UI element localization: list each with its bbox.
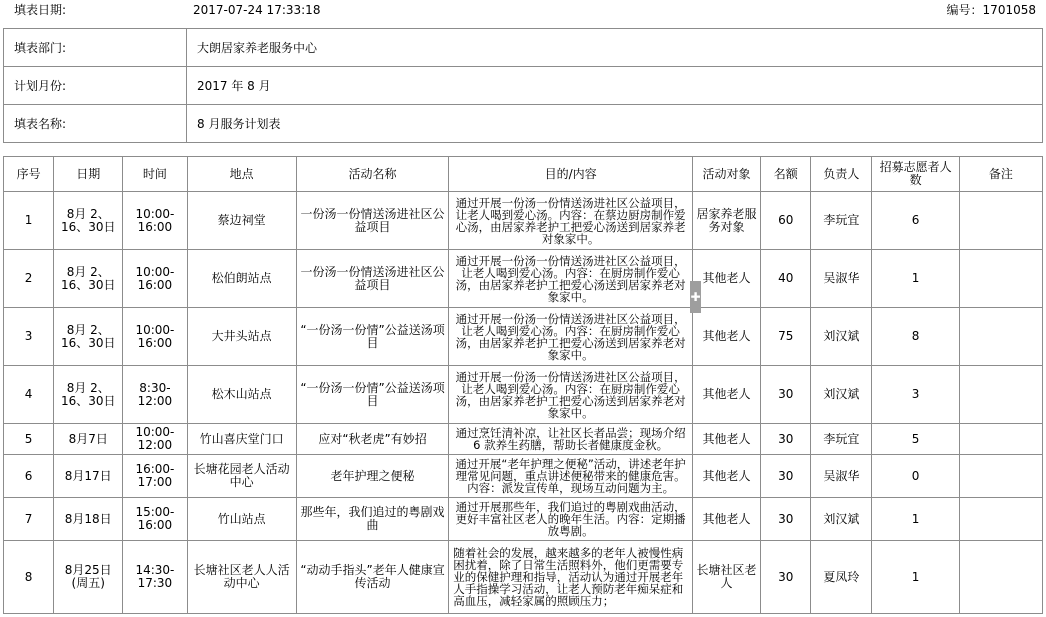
info-label: 填表部门: bbox=[4, 29, 187, 67]
cell-note bbox=[959, 541, 1042, 614]
table-row bbox=[4, 424, 1043, 455]
cell-date: 8月 2、16、30日 bbox=[54, 192, 123, 250]
info-row-title bbox=[4, 105, 1043, 143]
cell-activity: 应对“秋老虎”有妙招 bbox=[296, 424, 448, 455]
cell-purpose: 通过开展“老年护理之便秘”活动，讲述老年护理常见问题，重点讲述便秘带来的健康危害。内容：派发宣传单，现场互动问题为主。 bbox=[449, 455, 693, 498]
cell-quota: 30 bbox=[761, 366, 811, 424]
cell-activity: “一份汤一份情”公益送汤项目 bbox=[296, 366, 448, 424]
cell-time: 10:00-16:00 bbox=[123, 250, 187, 308]
cell-place: 松伯朗站点 bbox=[187, 250, 296, 308]
table-row bbox=[4, 541, 1043, 614]
cell-time: 10:00-12:00 bbox=[123, 424, 187, 455]
col-purpose-header: 目的/内容 bbox=[449, 157, 693, 192]
cell-quota: 40 bbox=[761, 250, 811, 308]
cell-place: 松木山站点 bbox=[187, 366, 296, 424]
cell-purpose: 通过开展那些年，我们追过的粤剧戏曲活动，更好丰富社区老人的晚年生活。内容：定期播放粤剧。 bbox=[449, 498, 693, 541]
cell-activity: 那些年，我们追过的粤剧戏曲 bbox=[296, 498, 448, 541]
cell-volunteers: 1 bbox=[872, 498, 959, 541]
cell-quota: 30 bbox=[761, 498, 811, 541]
col-leader-header: 负责人 bbox=[811, 157, 872, 192]
cell-activity: “动动手指头”老年人健康宣传活动 bbox=[296, 541, 448, 614]
cell-activity: 一份汤一份情送汤进社区公益项目 bbox=[296, 192, 448, 250]
cell-date: 8月18日 bbox=[54, 498, 123, 541]
cell-quota: 30 bbox=[761, 455, 811, 498]
cell-purpose: 通过开展一份汤一份情送汤进社区公益项目，让老人喝到爱心汤。内容：在厨房制作爱心汤，由居家养老护工把爱心汤送到居家养老对象家中。 bbox=[449, 366, 693, 424]
cell-target: 其他老人 bbox=[692, 308, 760, 366]
cell-target: 长塘社区老人 bbox=[692, 541, 760, 614]
cell-leader: 吴淑华 bbox=[811, 250, 872, 308]
info-row-department bbox=[4, 29, 1043, 67]
cell-volunteers: 1 bbox=[872, 541, 959, 614]
info-value: 大朗居家养老服务中心 bbox=[187, 29, 1043, 67]
cell-target: 其他老人 bbox=[692, 250, 760, 308]
table-row bbox=[4, 366, 1043, 424]
fill-date-value: 2017-07-24 17:33:18 bbox=[193, 3, 321, 17]
cell-volunteers: 6 bbox=[872, 192, 959, 250]
cell-activity: “一份汤一份情”公益送汤项目 bbox=[296, 308, 448, 366]
cell-quota: 60 bbox=[761, 192, 811, 250]
form-number: 编号：1701058 bbox=[946, 3, 1036, 17]
cell-target: 其他老人 bbox=[692, 424, 760, 455]
cell-time: 10:00-16:00 bbox=[123, 192, 187, 250]
cell-date: 8月 2、16、30日 bbox=[54, 308, 123, 366]
cell-no: 3 bbox=[4, 308, 54, 366]
cell-no: 2 bbox=[4, 250, 54, 308]
cell-no: 7 bbox=[4, 498, 54, 541]
cell-leader: 夏凤玲 bbox=[811, 541, 872, 614]
col-quota-header: 名额 bbox=[761, 157, 811, 192]
cell-quota: 30 bbox=[761, 541, 811, 614]
cell-no: 1 bbox=[4, 192, 54, 250]
cell-time: 16:00-17:00 bbox=[123, 455, 187, 498]
cell-date: 8月 2、16、30日 bbox=[54, 366, 123, 424]
cell-note bbox=[959, 250, 1042, 308]
table-row bbox=[4, 192, 1043, 250]
cell-time: 8:30-12:00 bbox=[123, 366, 187, 424]
cell-time: 14:30-17:30 bbox=[123, 541, 187, 614]
col-activity-header: 活动名称 bbox=[296, 157, 448, 192]
cell-purpose: 随着社会的发展，越来越多的老年人被慢性病困扰着，除了日常生活照料外，他们更需要专业的保健护理和指导，活动认为通过开展老年人手指操学习活动，让老人预防老年痴呆症和高血压，减轻家属的照顾压力； bbox=[449, 541, 693, 614]
cell-place: 蔡边祠堂 bbox=[187, 192, 296, 250]
cell-note bbox=[959, 192, 1042, 250]
col-no-header: 序号 bbox=[4, 157, 54, 192]
cell-note bbox=[959, 308, 1042, 366]
info-label: 填表名称: bbox=[4, 105, 187, 143]
col-volunteers-header: 招募志愿者人数 bbox=[872, 157, 959, 192]
cell-no: 5 bbox=[4, 424, 54, 455]
cell-leader: 李玩宜 bbox=[811, 424, 872, 455]
info-row-month bbox=[4, 67, 1043, 105]
cell-purpose: 通过开展一份汤一份情送汤进社区公益项目，让老人喝到爱心汤。内容：在厨房制作爱心汤，由居家养老护工把爱心汤送到居家养老对象家中。 bbox=[449, 308, 693, 366]
cell-leader: 刘汉斌 bbox=[811, 366, 872, 424]
cell-date: 8月7日 bbox=[54, 424, 123, 455]
cell-activity: 一份汤一份情送汤进社区公益项目 bbox=[296, 250, 448, 308]
col-place-header: 地点 bbox=[187, 157, 296, 192]
col-date-header: 日期 bbox=[54, 157, 123, 192]
cell-note bbox=[959, 455, 1042, 498]
table-body bbox=[4, 192, 1043, 614]
cell-activity: 老年护理之便秘 bbox=[296, 455, 448, 498]
cell-purpose: 通过开展一份汤一份情送汤进社区公益项目，让老人喝到爱心汤。内容：在厨房制作爱心汤，由居家养老护工把爱心汤送到居家养老对象家中。 bbox=[449, 250, 693, 308]
cell-place: 竹山喜庆堂门口 bbox=[187, 424, 296, 455]
cell-place: 长塘花园老人活动中心 bbox=[187, 455, 296, 498]
cell-purpose: 通过烹饪清补凉，让社区长者品尝；现场介绍 6 款养生药膳，帮助长者健康度金秋。 bbox=[449, 424, 693, 455]
table-row bbox=[4, 455, 1043, 498]
cell-time: 10:00-16:00 bbox=[123, 308, 187, 366]
cell-target: 其他老人 bbox=[692, 498, 760, 541]
cell-date: 8月25日 (周五) bbox=[54, 541, 123, 614]
cell-quota: 30 bbox=[761, 424, 811, 455]
cell-note bbox=[959, 366, 1042, 424]
cell-no: 6 bbox=[4, 455, 54, 498]
cell-target: 居家养老服务对象 bbox=[692, 192, 760, 250]
col-target-header: 活动对象 bbox=[692, 157, 760, 192]
col-time-header: 时间 bbox=[123, 157, 187, 192]
cell-date: 8月 2、16、30日 bbox=[54, 250, 123, 308]
cell-leader: 刘汉斌 bbox=[811, 308, 872, 366]
cell-place: 长塘社区老人人活动中心 bbox=[187, 541, 296, 614]
info-value: 8 月服务计划表 bbox=[187, 105, 1043, 143]
cell-leader: 李玩宜 bbox=[811, 192, 872, 250]
cell-volunteers: 3 bbox=[872, 366, 959, 424]
cell-no: 4 bbox=[4, 366, 54, 424]
cell-no: 8 bbox=[4, 541, 54, 614]
cell-volunteers: 0 bbox=[872, 455, 959, 498]
cell-place: 竹山站点 bbox=[187, 498, 296, 541]
plan-table bbox=[3, 156, 1043, 614]
cell-volunteers: 1 bbox=[872, 250, 959, 308]
cell-note bbox=[959, 424, 1042, 455]
cell-leader: 刘汉斌 bbox=[811, 498, 872, 541]
table-row bbox=[4, 308, 1043, 366]
plus-icon[interactable]: ✚ bbox=[690, 281, 701, 313]
table-row bbox=[4, 250, 1043, 308]
cell-target: 其他老人 bbox=[692, 366, 760, 424]
table-row bbox=[4, 498, 1043, 541]
cell-time: 15:00-16:00 bbox=[123, 498, 187, 541]
col-note-header: 备注 bbox=[959, 157, 1042, 192]
info-table bbox=[3, 28, 1043, 143]
header-bar bbox=[0, 0, 1046, 20]
cell-place: 大井头站点 bbox=[187, 308, 296, 366]
cell-volunteers: 8 bbox=[872, 308, 959, 366]
table-header-row bbox=[4, 157, 1043, 192]
cell-quota: 75 bbox=[761, 308, 811, 366]
cell-date: 8月17日 bbox=[54, 455, 123, 498]
cell-note bbox=[959, 498, 1042, 541]
cell-leader: 吴淑华 bbox=[811, 455, 872, 498]
fill-date-label: 填表日期: bbox=[14, 3, 67, 17]
cell-volunteers: 5 bbox=[872, 424, 959, 455]
cell-target: 其他老人 bbox=[692, 455, 760, 498]
cell-purpose: 通过开展一份汤一份情送汤进社区公益项目，让老人喝到爱心汤。内容：在蔡边厨房制作爱心汤，由居家养老护工把爱心汤送到居家养老对象家中。 bbox=[449, 192, 693, 250]
info-value: 2017 年 8 月 bbox=[187, 67, 1043, 105]
info-label: 计划月份: bbox=[4, 67, 187, 105]
